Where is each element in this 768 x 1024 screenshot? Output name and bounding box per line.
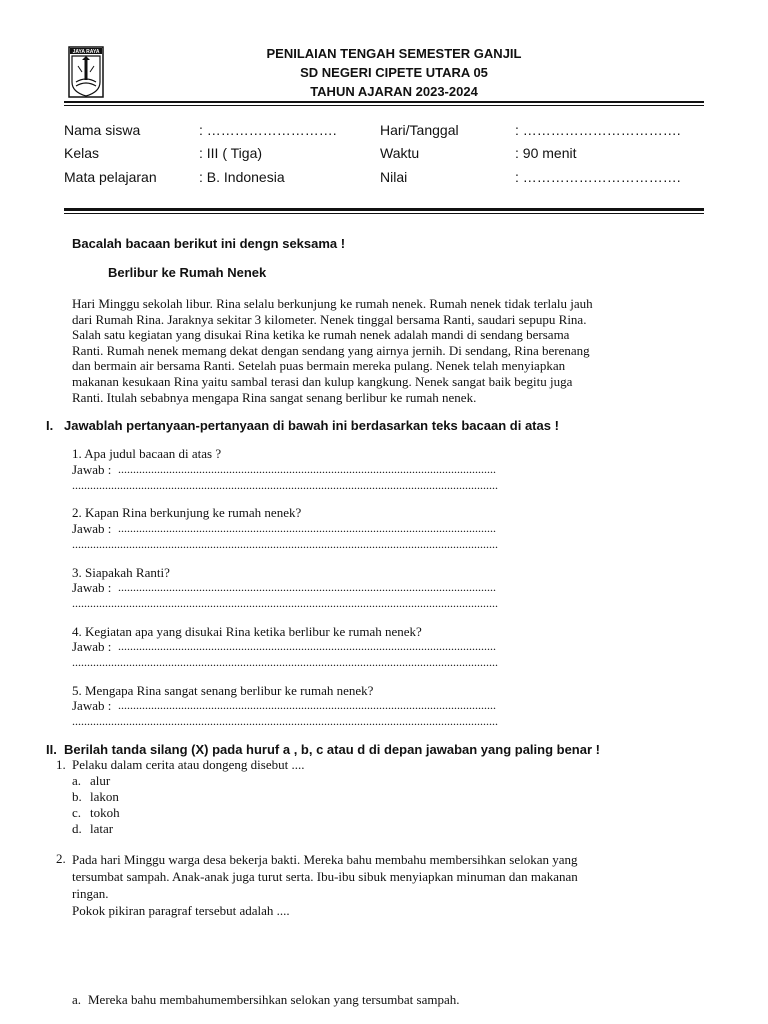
option-c-text[interactable]: tokoh <box>90 805 120 820</box>
mc-question-1-text: Pelaku dalam cerita atau dongeng disebut .... <box>72 757 305 772</box>
nilai-field[interactable]: : ……………………………. <box>515 169 681 185</box>
essay-question-4: 4. Kegiatan apa yang disukai Rina ketika berlibur ke rumah nenek? <box>72 624 422 639</box>
jawab-label: Jawab : <box>72 521 112 536</box>
essay-question-5: 5. Mengapa Rina sangat senang berlibur ke rumah nenek? <box>72 683 374 698</box>
jawab-label: Jawab : <box>72 639 112 654</box>
question-line: Pada hari Minggu warga desa bekerja bakti. Mereka bahu membahu membersihkan selokan yang <box>72 852 578 867</box>
mc-question-2-prompt: Pokok pikiran paragraf tersebut adalah .... <box>72 903 290 918</box>
answer-line[interactable]: .............................................................................................................................................. <box>72 596 498 610</box>
reading-passage <box>72 296 712 405</box>
mapel-label: Mata pelajaran <box>64 169 157 185</box>
waktu-value: : 90 menit <box>515 145 577 161</box>
mc-question-2-number: 2. <box>56 851 66 866</box>
nama-label: Nama siswa <box>64 122 141 138</box>
info-divider-bottom <box>64 213 704 214</box>
passage-line: makanan kesukaan Rina yaitu sambal terasi dan kulup kangkung. Nenek sangat baik begitu juga <box>72 373 573 389</box>
question-line: ringan. <box>72 886 109 901</box>
passage-line: Ranti. Rumah nenek memang dekat dengan sendang yang airnya jernih. Di sendang, Rina berenang <box>72 342 590 358</box>
jawab-label: Jawab : <box>72 462 112 477</box>
mc-question-2-paragraph <box>72 851 678 902</box>
jawab-label: Jawab : <box>72 580 112 595</box>
essay-question-3: 3. Siapakah Ranti? <box>72 565 170 580</box>
kelas-value: : III ( Tiga) <box>199 145 263 161</box>
option-b-letter[interactable]: b. <box>72 789 82 804</box>
academic-year: TAHUN AJARAN 2023-2024 <box>310 84 478 99</box>
section-1-title: Jawablah pertanyaan-pertanyaan di bawah ini berdasarkan teks bacaan di atas ! <box>64 418 559 433</box>
answer-line[interactable]: .............................................................................................................................................. <box>72 478 498 492</box>
essay-question-2: 2. Kapan Rina berkunjung ke rumah nenek? <box>72 505 302 520</box>
option-a-letter[interactable]: a. <box>72 773 82 788</box>
info-divider-top <box>64 208 704 211</box>
answer-line[interactable]: .............................................................................................................................. <box>118 521 496 535</box>
passage-line: dan bermain air bersama Ranti. Setelah puas bermain mereka pulang. Nenek telah menyiapkan <box>72 358 566 374</box>
option-d-text[interactable]: latar <box>90 821 114 836</box>
section-2-title: Berilah tanda silang (X) pada huruf a , b, c atau d di depan jawaban yang paling benar ! <box>64 742 600 757</box>
answer-line[interactable]: .............................................................................................................................................. <box>72 714 498 728</box>
kelas-label: Kelas <box>64 145 100 161</box>
option-d-letter[interactable]: d. <box>72 821 82 836</box>
reading-instruction: Bacalah bacaan berikut ini dengn seksama ! <box>72 236 346 251</box>
section-2-number: II. <box>46 742 57 757</box>
answer-line[interactable]: .............................................................................................................................................. <box>72 655 498 669</box>
logo-text: JAYA RAYA <box>72 49 100 55</box>
nilai-label: Nilai <box>380 169 408 185</box>
section-1-number: I. <box>46 418 54 433</box>
mc-question-2-option-a-text[interactable]: Mereka bahu membahumembersihkan selokan yang tersumbat sampah. <box>88 992 460 1007</box>
exam-title: PENILAIAN TENGAH SEMESTER GANJIL <box>266 46 522 61</box>
hari-label: Hari/Tanggal <box>380 122 459 138</box>
mc-question-2-option-a-letter[interactable]: a. <box>72 992 82 1007</box>
answer-line[interactable]: .............................................................................................................................. <box>118 698 496 712</box>
story-title: Berlibur ke Rumah Nenek <box>108 265 267 280</box>
passage-line: Ranti. Itulah sebabnya mengapa Rina sangat senang berlibur ke rumah nenek. <box>72 389 477 405</box>
passage-line: Hari Minggu sekolah libur. Rina selalu berkunjung ke rumah nenek. Rumah nenek tidak terlalu jauh <box>72 296 593 311</box>
mc-question-1-number: 1. <box>56 757 66 772</box>
answer-line[interactable]: .............................................................................................................................. <box>118 639 496 653</box>
essay-question-1: 1. Apa judul bacaan di atas ? <box>72 446 222 461</box>
waktu-label: Waktu <box>380 145 420 161</box>
header-divider-top <box>64 101 704 103</box>
passage-line: dari Rumah Rina. Jaraknya sekitar 3 kilometer. Nenek tinggal bersama Ranti, saudari sepupu Rina. <box>72 311 587 327</box>
mapel-value: : B. Indonesia <box>199 169 285 185</box>
school-name: SD NEGERI CIPETE UTARA 05 <box>300 65 488 80</box>
option-c-letter[interactable]: c. <box>72 805 82 820</box>
answer-line[interactable]: .............................................................................................................................. <box>118 462 496 476</box>
nama-field[interactable]: : ………………………. <box>199 122 337 138</box>
header-divider-bottom <box>64 105 704 106</box>
option-b-text[interactable]: lakon <box>90 789 119 804</box>
question-line: tersumbat sampah. Anak-anak juga turut serta. Ibu-ibu sibuk menyiapkan minuman dan makanan <box>72 869 578 884</box>
passage-line: Salah satu kegiatan yang disukai Rina ketika ke rumah nenek adalah mandi di sendang bersama <box>72 327 570 343</box>
jawab-label: Jawab : <box>72 698 112 713</box>
hari-field[interactable]: : ……………………………. <box>515 122 681 138</box>
answer-line[interactable]: .............................................................................................................................................. <box>72 537 498 551</box>
option-a-text[interactable]: alur <box>90 773 111 788</box>
answer-line[interactable]: .............................................................................................................................. <box>118 580 496 594</box>
